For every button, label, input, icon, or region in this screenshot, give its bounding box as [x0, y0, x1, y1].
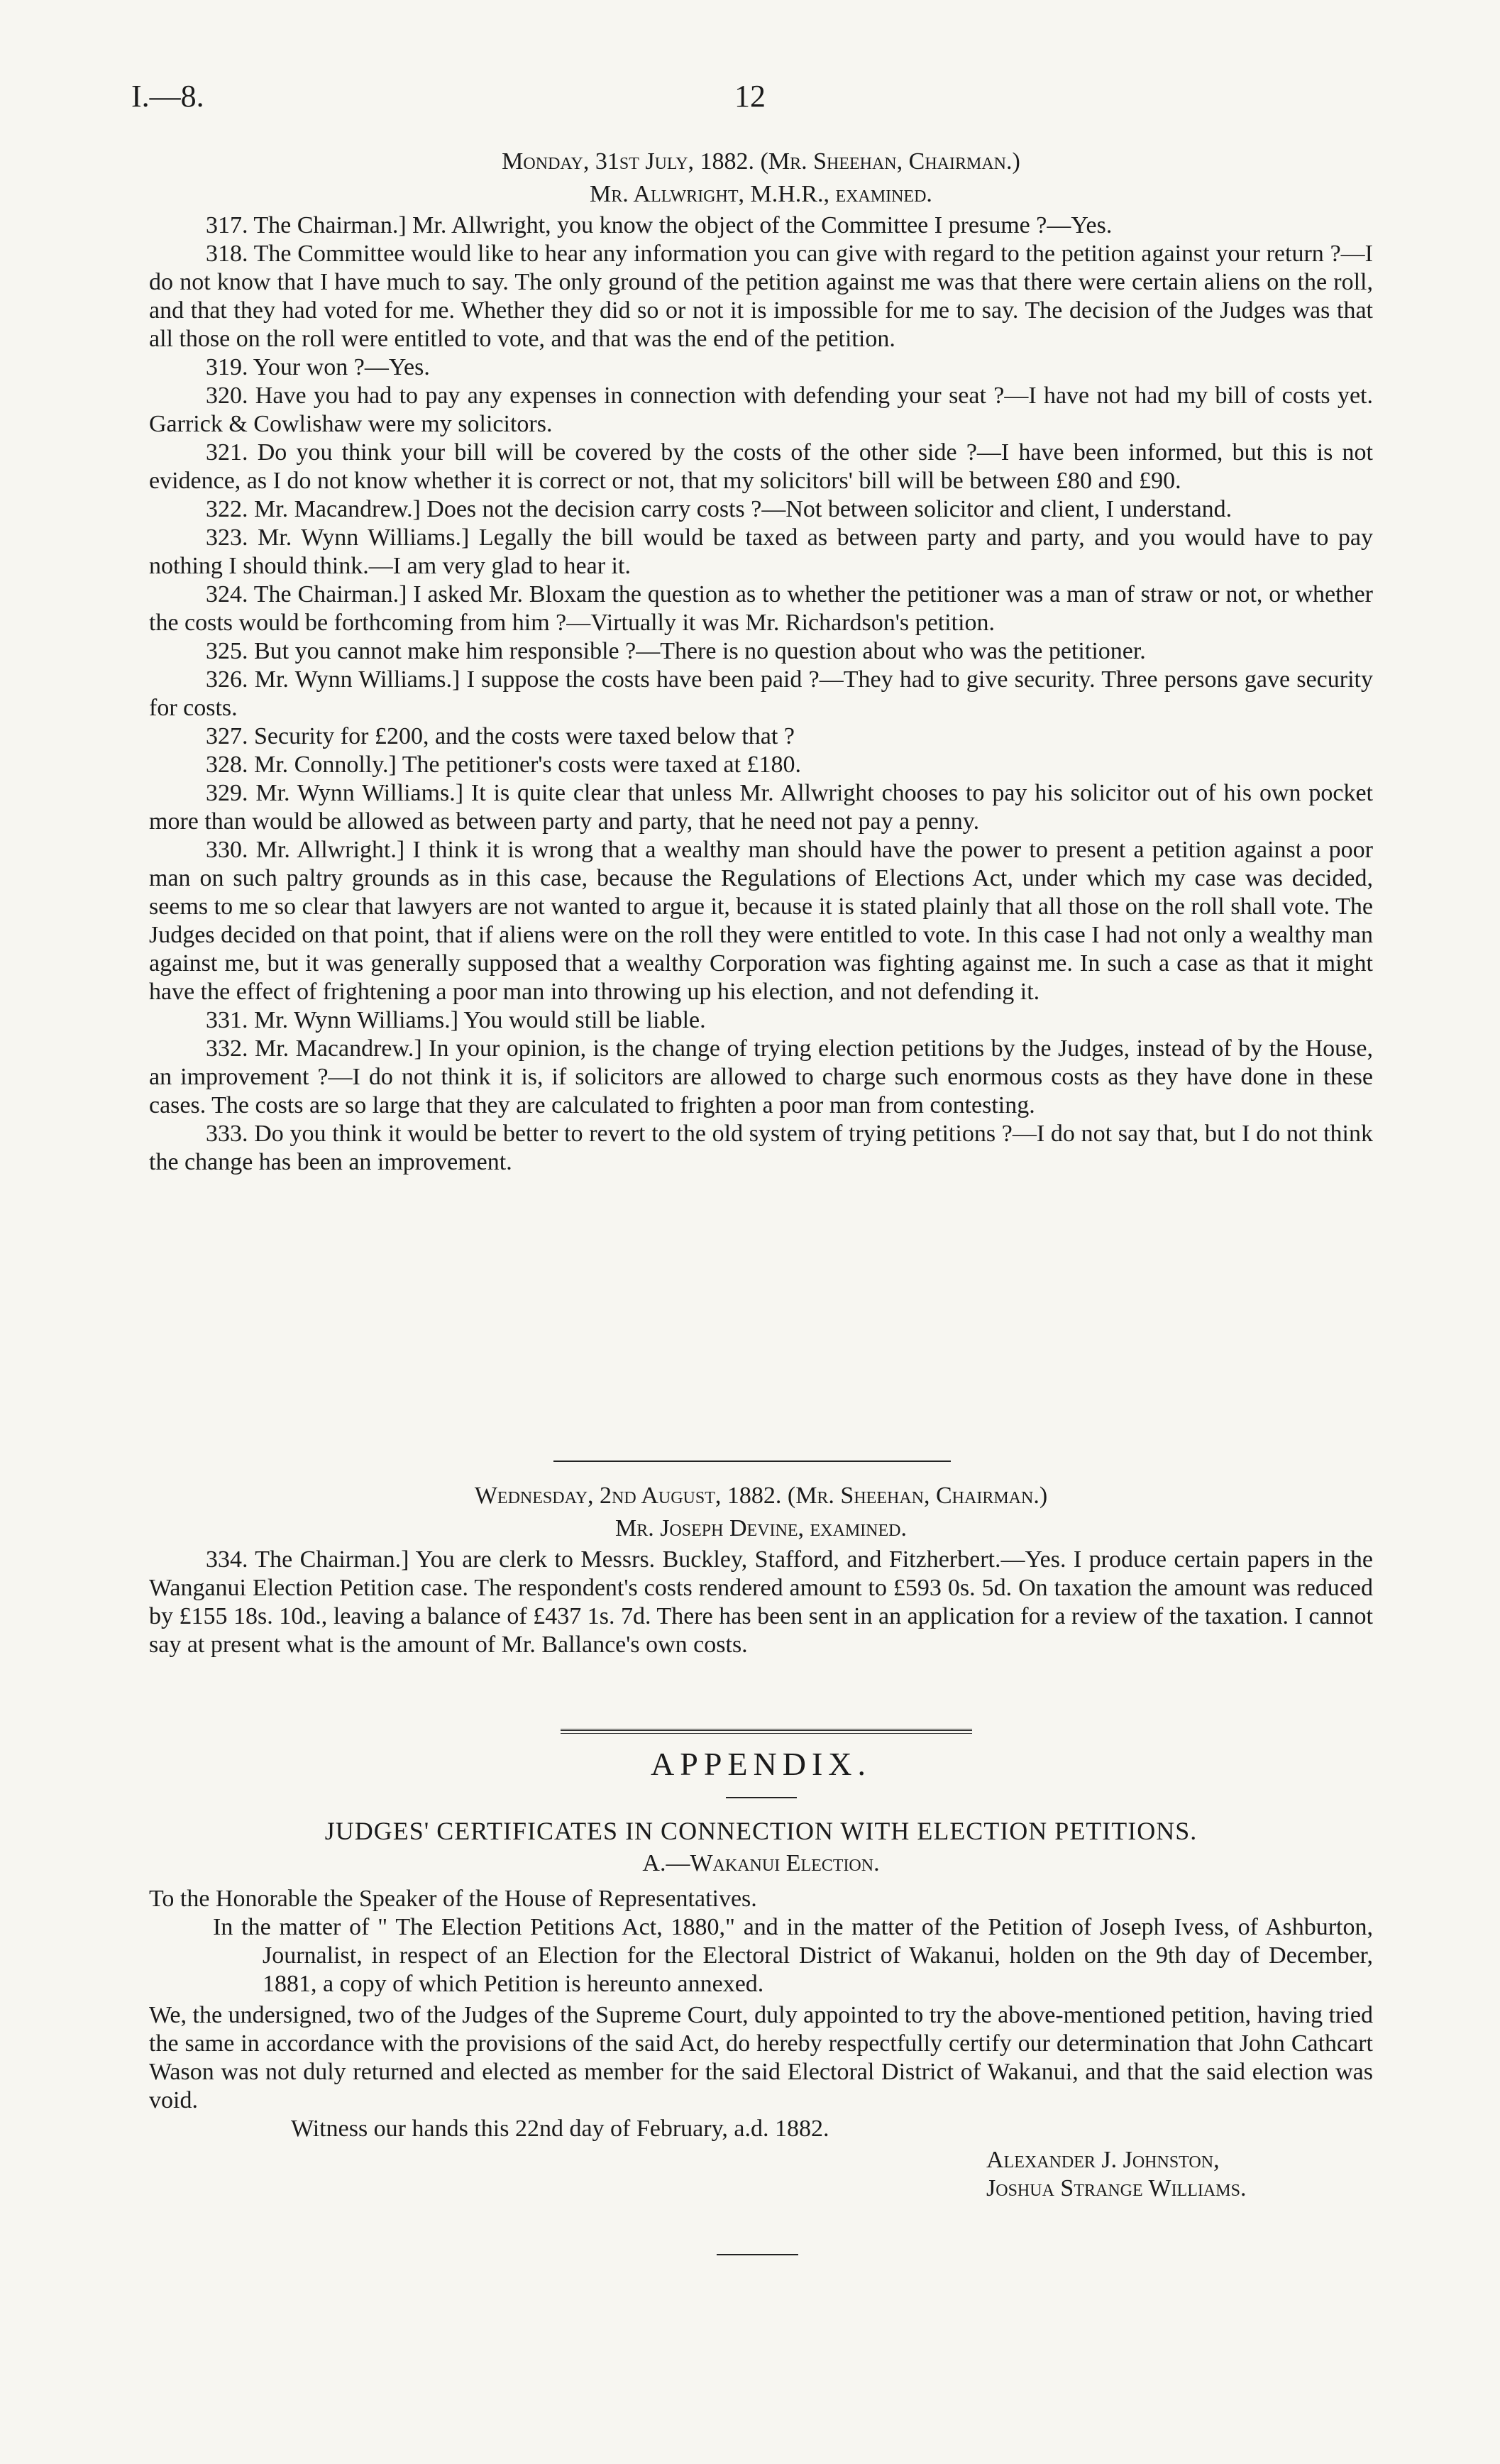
signatory-name: Alexander J. Johnston, [986, 2147, 1220, 2173]
signatory-name: Joshua Strange Williams. [986, 2175, 1247, 2201]
evidence-paragraph: 328. Mr. Connolly.] The petitioner's costs were taxed at £180. [206, 752, 801, 778]
address-line: To the Honorable the Speaker of the House of Representatives. [149, 1886, 757, 1912]
certificate-paragraph: We, the undersigned, two of the Judges of the Supreme Court, duly appointed to try the above-mentioned petition, having tried the same in accordance with the provisions of the said Act, do hereby respectfully certify our determination that John Cathcart Wason was not duly returned and elected as member for the said Electoral District of Wakanui, and that the said election was void. [149, 2002, 1373, 2113]
evidence-paragraph: 323. Mr. Wynn Williams.] Legally the bill would be taxed as between party and party, and you would have to pay nothing I should think.—I am very glad to hear it. [149, 524, 1373, 579]
witness-line: Mr. Joseph Devine, examined. [614, 1515, 907, 1541]
appendix-title: APPENDIX. [651, 1746, 871, 1782]
evidence-paragraph: 326. Mr. Wynn Williams.] I suppose the costs have been paid ?—They had to give security. Three persons gave security for costs. [149, 666, 1373, 721]
session-heading: Wednesday, 2nd August, 1882. (Mr. Sheehan, Chairman.) [474, 1483, 1048, 1509]
evidence-paragraph: 327. Security for £200, and the costs were taxed below that ? [206, 723, 795, 749]
document-reference: I.—8. [131, 79, 204, 114]
evidence-paragraphs [149, 211, 1373, 1177]
evidence-paragraph: 318. The Committee would like to hear any information you can give with regard to the petition against your return ?—I do not know that I have much to say. The only ground of the petition against me was that there were certain aliens on the roll, and that they had voted for me. Whether they did so or not it is impossible for me to say. The decision of the Judges was that all those on the roll were entitled to vote, and that was the end of the petition. [149, 241, 1373, 352]
page-number: 12 [734, 79, 766, 114]
appendix-double-rule [561, 1729, 972, 1734]
closing-rule [717, 2254, 798, 2255]
witness-line: Mr. Allwright, M.H.R., examined. [590, 181, 932, 207]
matter-paragraph: In the matter of " The Election Petitions Act, 1880," and in the matter of the Petition of Joseph Ivess, of Ashburton, Journalist, in respect of an Election for the Electoral District of Wakanui, holden on the 9th day of December, 1881, a copy of which Petition is hereunto annexed. [213, 1914, 1373, 1997]
evidence-paragraph: 321. Do you think your bill will be covered by the costs of the other side ?—I have been informed, but this is not evidence, as I do not know whether it is correct or not, that my solicitors' bill will be between £80 and £90. [149, 439, 1373, 494]
section-heading: A.—Wakanui Election. [642, 1850, 880, 1876]
evidence-paragraph: 333. Do you think it would be better to revert to the old system of trying petitions ?—I do not say that, but I do not think the change has been an improvement. [149, 1121, 1373, 1175]
evidence-paragraph: 332. Mr. Macandrew.] In your opinion, is the change of trying election petitions by the Judges, instead of by the House, an improvement ?—I do not think it is, if solicitors are allowed to charge such enormous costs as they have done in these cases. The costs are so large that they are calculated to frighten a poor man from contesting. [149, 1035, 1373, 1118]
appendix-subtitle: JUDGES' CERTIFICATES IN CONNECTION WITH ELECTION PETITIONS. [324, 1817, 1198, 1845]
evidence-paragraph: 334. The Chairman.] You are clerk to Messrs. Buckley, Stafford, and Fitzherbert.—Yes. I produce certain papers in the Wanganui Election Petition case. The respondent's costs rendered amount to £593 0s. 5d. On taxation the amount was reduced by £155 18s. 10d., leaving a balance of £437 1s. 7d. There has been sent in an application for a review of the taxation. I cannot say at present what is the amount of Mr. Ballance's own costs. [149, 1546, 1373, 1658]
evidence-paragraph: 322. Mr. Macandrew.] Does not the decision carry costs ?—Not between solicitor and client, I understand. [206, 496, 1232, 522]
title-rule [726, 1797, 797, 1798]
appendix [149, 1746, 1373, 2203]
signatures [986, 2146, 1373, 2203]
evidence-paragraph: 317. The Chairman.] Mr. Allwright, you know the object of the Committee I presume ?—Yes. [206, 212, 1113, 238]
evidence-paragraph: 319. Your won ?—Yes. [206, 354, 430, 380]
evidence-paragraph: 325. But you cannot make him responsible ?—There is no question about who was the petitioner. [206, 638, 1146, 664]
section-divider [553, 1461, 951, 1462]
evidence-paragraph: 324. The Chairman.] I asked Mr. Bloxam the question as to whether the petitioner was a man of straw or not, or whether the costs would be forthcoming from him ?—Virtually it was Mr. Richardson's petition. [149, 581, 1373, 636]
evidence-paragraph: 331. Mr. Wynn Williams.] You would still be liable. [206, 1007, 706, 1033]
witness-clause: Witness our hands this 22nd day of February, a.d. 1882. [291, 2116, 829, 2142]
evidence-paragraph: 320. Have you had to pay any expenses in connection with defending your seat ?—I have not had my bill of costs yet. Garrick & Cowlishaw were my solicitors. [149, 383, 1373, 437]
session-monday [149, 148, 1373, 1177]
session-wednesday [149, 1482, 1373, 1659]
evidence-paragraph: 329. Mr. Wynn Williams.] It is quite clear that unless Mr. Allwright chooses to pay his solicitor out of his own pocket more than would be allowed as between party and party, that he need not pay a penny. [149, 780, 1373, 835]
session-heading: Monday, 31st July, 1882. (Mr. Sheehan, Chairman.) [502, 148, 1020, 175]
evidence-paragraph: 330. Mr. Allwright.] I think it is wrong that a wealthy man should have the power to present a petition against a poor man on such paltry grounds as in this case, because the Regulations of Elections Act, under which my case was decided, seems to me so clear that lawyers are not wanted to argue it, because it is stated plainly that all those on the roll shall vote. The Judges decided on that point, that if aliens were on the roll they were entitled to vote. In this case I had not only a wealthy man against me, but it was generally supposed that a wealthy Corporation was fighting against me. In such a case as that it might have the effect of frightening a poor man into throwing up his election, and not defending it. [149, 837, 1373, 1005]
